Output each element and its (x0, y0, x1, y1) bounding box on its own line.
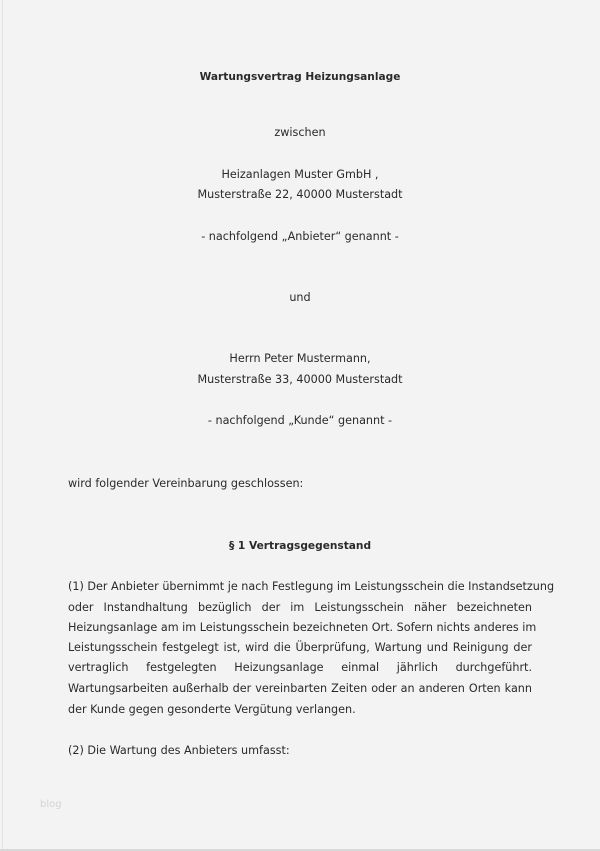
paragraph-2: (2) Die Wartung des Anbieters umfasst: (68, 744, 290, 757)
paragraph-line: (1) Der Anbieter übernimmt je nach Festlegung im Leistungsschein die Instandsetzung (68, 580, 555, 593)
document-title: Wartungsvertrag Heizungsanlage (199, 71, 401, 83)
paragraph-line: Heizungsanlage am im Leistungsschein bezeichneten Ort. Sofern nichts anderes im (68, 621, 537, 634)
customer-address: Musterstraße 33, 40000 Musterstadt (197, 373, 403, 386)
paragraph-line: der Kunde gegen gesonderte Vergütung verlangen. (68, 703, 356, 716)
provider-name: Heizanlagen Muster GmbH , (221, 168, 379, 181)
watermark: blog (40, 799, 62, 810)
paragraph-line: oder Instandhaltung bezüglich der im Leistungsschein näher bezeichneten (68, 601, 532, 614)
section-heading: § 1 Vertragsgegenstand (228, 540, 372, 552)
provider-role: - nachfolgend „Anbieter“ genannt - (201, 230, 399, 243)
paragraph-line: Wartungsarbeiten außerhalb der vereinbarten Zeiten oder an anderen Orten kann (68, 682, 532, 695)
customer-name: Herrn Peter Mustermann, (229, 352, 371, 365)
provider-address: Musterstraße 22, 40000 Musterstadt (197, 188, 403, 201)
paragraph-line: Leistungsschein festgelegt ist, wird die Überprüfung, Wartung und Reinigung der (68, 641, 532, 654)
between-text: zwischen (274, 126, 326, 139)
intro-text: wird folgender Vereinbarung geschlossen: (68, 477, 304, 490)
paragraph-line: vertraglich festgelegten Heizungsanlage einmal jährlich durchgeführt. (68, 661, 532, 674)
and-text: und (289, 291, 311, 304)
customer-role: - nachfolgend „Kunde“ genannt - (207, 414, 393, 427)
